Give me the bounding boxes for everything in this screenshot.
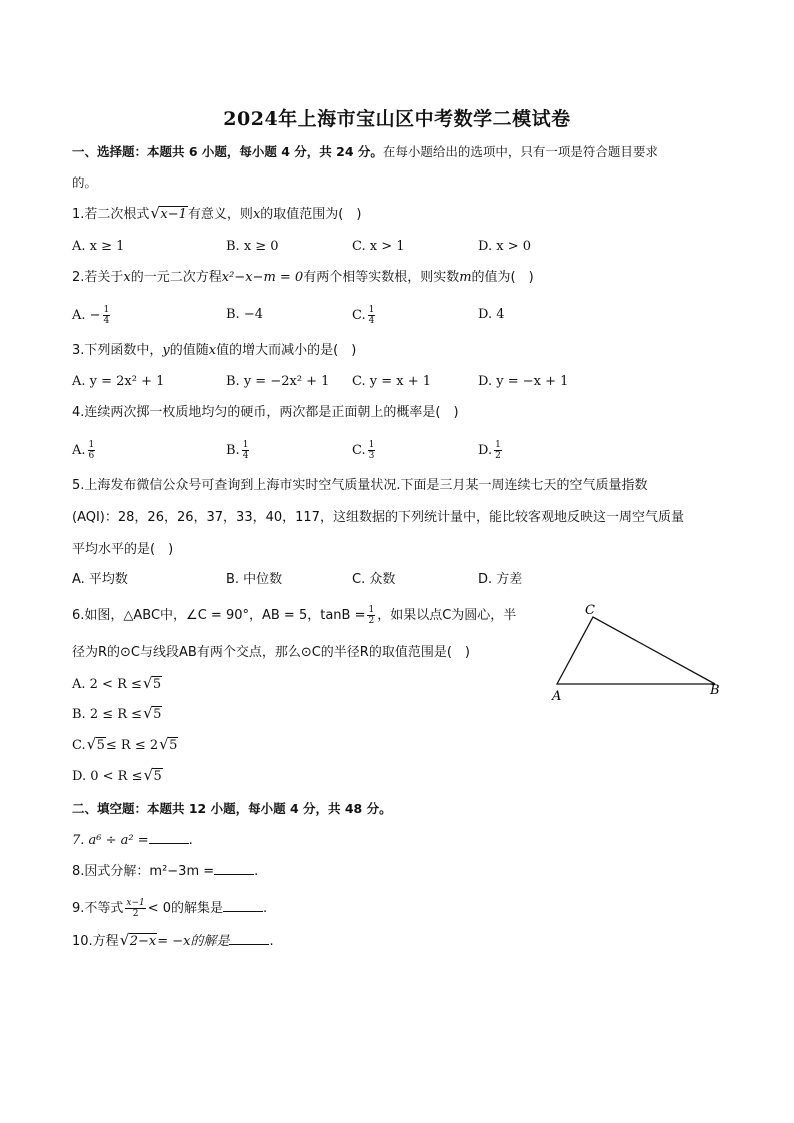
sqrt-expression: √ 5 <box>143 705 162 725</box>
q6-option-c: C.√ 5≤ R ≤ 2√ 5 <box>72 736 178 756</box>
q3-option-d: D. y = −x + 1 <box>478 374 569 389</box>
section1-header-line2: 的。 <box>72 175 98 190</box>
q5-option-d: D. 方差 <box>478 572 523 587</box>
question-1: 1.若二次根式√ x−1有意义，则x的取值范围为( ) <box>72 205 361 225</box>
answer-blank <box>214 862 254 875</box>
fraction: $\frac{1}{4}$ <box>242 440 249 461</box>
fraction: $\frac{1}{2}$ <box>368 605 375 626</box>
q5-option-b: B. 中位数 <box>226 572 283 587</box>
fraction: $\frac{1}{2}$ <box>495 440 501 461</box>
answer-blank <box>149 831 189 844</box>
fraction: $\frac{x-1}{2}$ <box>126 898 145 919</box>
vertex-label-b: B <box>710 683 720 698</box>
q2-option-d: D. 4 <box>478 307 505 322</box>
question-2: 2.若关于x的一元二次方程x²−x−m = 0有两个相等实数根，则实数m的值为( ) <box>72 270 534 285</box>
q1-option-c: C. x > 1 <box>352 239 405 254</box>
sqrt-expression: √ 5 <box>143 767 162 787</box>
q4-option-a: A. $\frac{1}{6}$ <box>72 440 95 461</box>
question-5-line1: 5.上海发布微信公众号可查询到上海市实时空气质量状况.下面是三月某一周连续七天的空气质量指数 <box>72 478 648 493</box>
q2-option-a: A. − $\frac{1}{4}$ <box>72 305 110 326</box>
question-6-line2: 径为R的⊙C与线段AB有两个交点，那么⊙C的半径R的取值范围是( ) <box>72 645 470 660</box>
fraction: $\frac{1}{4}$ <box>103 305 110 326</box>
q6-option-d: D. 0 < R ≤√ 5 <box>72 767 163 787</box>
question-10: 10.方程√ 2−x= −x的解是 . <box>72 932 274 952</box>
q4-option-d: D. $\frac{1}{2}$ <box>478 440 501 461</box>
q3-option-a: A. y = 2x² + 1 <box>72 374 165 389</box>
question-8: 8.因式分解：m²−3m = . <box>72 864 259 879</box>
section2-header: 二、填空题：本题共 12 小题，每小题 4 分，共 48 分。 <box>72 801 392 816</box>
triangle-figure <box>545 600 730 705</box>
q6-option-a: A. 2 < R ≤√ 5 <box>72 675 162 695</box>
fraction: $\frac{1}{6}$ <box>88 440 95 461</box>
sqrt-expression: √ 5 <box>159 736 178 756</box>
question-5-line3: 平均水平的是( ) <box>72 542 174 557</box>
question-7: 7. a⁶ ÷ a² = . <box>72 833 193 848</box>
vertex-label-a: A <box>552 689 562 704</box>
q5-option-c: C. 众数 <box>352 572 396 587</box>
question-9: 9.不等式 $\frac{x-1}{2}$ < 0的解集是 . <box>72 898 268 919</box>
q6-option-b: B. 2 ≤ R ≤√ 5 <box>72 705 162 725</box>
vertex-label-c: C <box>585 603 595 618</box>
q2-option-c: C. $\frac{1}{4}$ <box>352 305 375 326</box>
answer-blank <box>229 932 269 945</box>
q1-option-b: B. x ≥ 0 <box>226 239 279 254</box>
section1-header <box>72 142 658 162</box>
question-4: 4.连续两次掷一枚质地均匀的硬币，两次都是正面朝上的概率是( ) <box>72 405 459 420</box>
q4-option-c: C. $\frac{1}{3}$ <box>352 440 375 461</box>
section1-header-rest: 在每小题给出的选项中，只有一项是符合题目要求 <box>382 144 658 159</box>
sqrt-expression: √ 5 <box>143 675 162 695</box>
fraction: $\frac{1}{3}$ <box>368 440 375 461</box>
page-title: 2024年上海市宝山区中考数学二模试卷 <box>223 108 571 130</box>
sqrt-expression: √ x−1 <box>150 205 188 225</box>
section1-header-bold: 一、选择题：本题共 6 小题，每小题 4 分，共 24 分。 <box>72 144 383 159</box>
q3-option-b: B. y = −2x² + 1 <box>226 374 330 389</box>
question-3: 3.下列函数中，y的值随x值的增大而减小的是( ) <box>72 343 357 358</box>
q1-option-a: A. x ≥ 1 <box>72 239 125 254</box>
q2-option-b: B. −4 <box>226 307 263 322</box>
triangle-abc <box>557 617 715 684</box>
fraction: $\frac{1}{4}$ <box>368 305 375 326</box>
question-6-line1: 6.如图，△ABC中，∠C = 90°，AB = 5，tanB = $\frac{1}{2}$ ，如果以点C为圆心，半 <box>72 605 517 626</box>
q3-option-c: C. y = x + 1 <box>352 374 432 389</box>
q4-option-b: B. $\frac{1}{4}$ <box>226 440 249 461</box>
q1-option-d: D. x > 0 <box>478 239 531 254</box>
question-5-line2: (AQI)：28，26，26，37，33，40，117，这组数据的下列统计量中，能比较客观地反映这一周空气质量 <box>72 510 684 525</box>
answer-blank <box>223 899 263 912</box>
sqrt-expression: √ 2−x <box>120 932 158 952</box>
sqrt-expression: √ 5 <box>87 736 106 756</box>
q5-option-a: A. 平均数 <box>72 572 128 587</box>
